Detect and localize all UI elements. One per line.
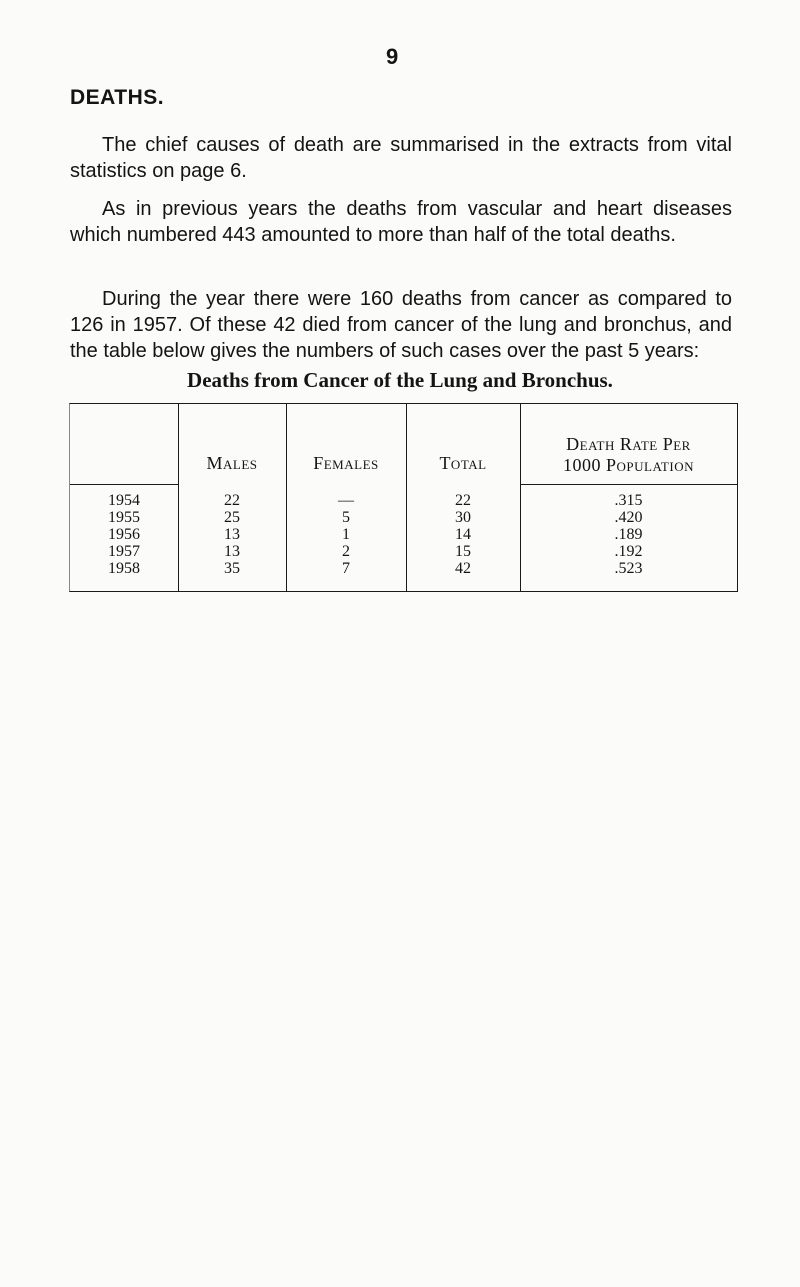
cell-total: 14	[455, 526, 471, 543]
cell-males: 25	[224, 509, 240, 526]
cell-rate: .192	[614, 543, 643, 560]
paragraph-cancer-deaths: During the year there were 160 deaths from cancer as compared to 126 in 1957. Of these 42 died from cancer of the lung and bronchus, and the table below gives the numbers of such cases over the past 5 years:	[70, 288, 732, 362]
header-rule	[520, 484, 737, 485]
cell-females: —	[338, 492, 354, 509]
cell-rate: .315	[614, 492, 643, 509]
cell-rate: .189	[614, 526, 643, 543]
cell-males: 22	[224, 492, 240, 509]
cell-total: 15	[455, 543, 471, 560]
cell-females: 1	[342, 526, 350, 543]
header-total: Total	[439, 453, 487, 473]
page-number: 9	[386, 44, 399, 69]
cell-year: 1956	[108, 526, 140, 543]
cell-rate: .523	[614, 560, 643, 577]
cell-year: 1954	[108, 492, 140, 509]
header-rule	[70, 484, 178, 485]
cell-males: 13	[224, 526, 240, 543]
lung-cancer-table	[69, 403, 738, 592]
cell-year: 1958	[108, 560, 140, 577]
cell-females: 5	[342, 509, 350, 526]
paragraph-vascular-heart: As in previous years the deaths from vascular and heart diseases which numbered 443 amounted to more than half of the total deaths.	[70, 198, 732, 246]
cell-total: 42	[455, 560, 471, 577]
header-death-rate: Death Rate Per	[566, 434, 691, 454]
cell-year: 1955	[108, 509, 140, 526]
cell-total: 22	[455, 492, 471, 509]
paragraph-causes-of-death: The chief causes of death are summarised in the extracts from vital statistics on page 6.	[70, 134, 732, 182]
cell-total: 30	[455, 509, 471, 526]
section-heading: DEATHS.	[70, 86, 165, 109]
cell-rate: .420	[614, 509, 643, 526]
cell-males: 35	[224, 560, 240, 577]
header-population: 1000 Population	[563, 455, 694, 475]
cell-females: 2	[342, 543, 350, 560]
header-females: Females	[313, 453, 379, 473]
cell-females: 7	[342, 560, 350, 577]
table-title: Deaths from Cancer of the Lung and Bronchus.	[187, 368, 613, 392]
cell-males: 13	[224, 543, 240, 560]
header-males: Males	[206, 453, 258, 473]
cell-year: 1957	[108, 543, 140, 560]
